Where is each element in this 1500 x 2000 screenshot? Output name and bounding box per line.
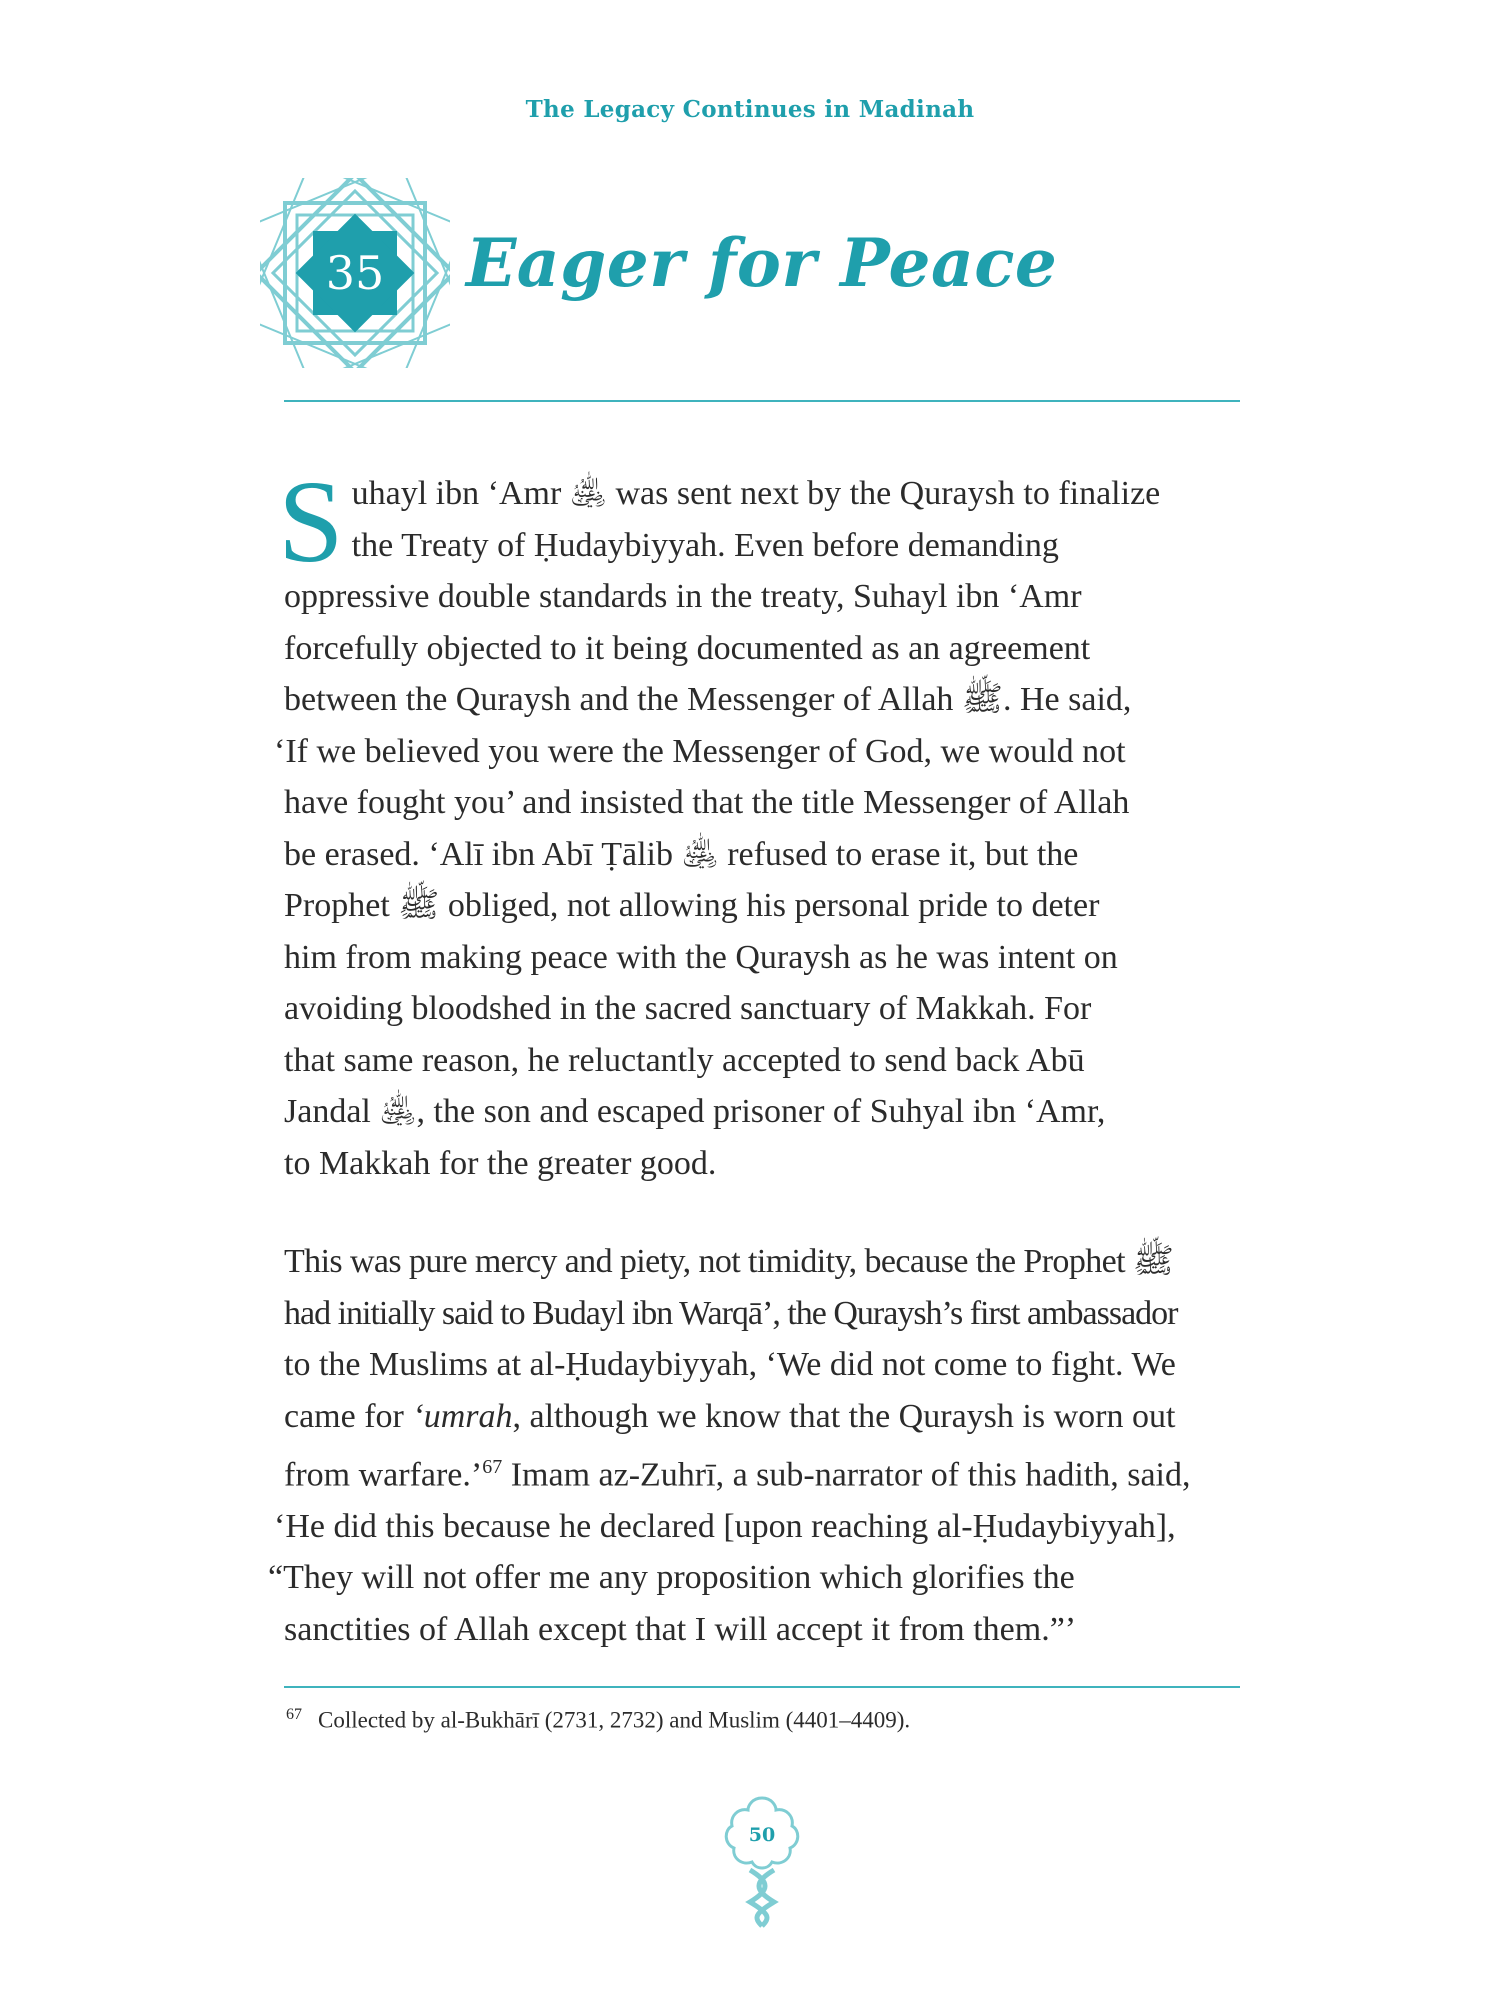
text-line: Prophet ﷺ obliged, not allowing his personal pride to deter — [284, 887, 1100, 924]
paragraph-1 — [274, 456, 1254, 1189]
text-segment: Imam az-Zuhrī, a sub-narrator of this hadith, said, — [502, 1456, 1191, 1494]
text-line: Jandal ﵁, the son and escaped prisoner of Suhyal ibn ‘Amr, — [284, 1093, 1106, 1130]
cloud-braid-ornament-icon — [720, 1790, 804, 1930]
text-line: This was pure mercy and piety, not timidity, because the Prophet ﷺ — [284, 1243, 1174, 1280]
text-line: uhayl ibn ‘Amr ﵁ was sent next by the Quraysh to finalize — [351, 475, 1161, 512]
text-line — [284, 1442, 1254, 1501]
italic-term: ‘umrah — [412, 1397, 513, 1435]
page-number: 50 — [748, 1824, 776, 1846]
footnote-divider — [284, 1686, 1240, 1688]
text-line: to the Muslims at al-Ḥudaybiyyah, ‘We did not come to fight. We — [284, 1346, 1176, 1383]
text-segment: from warfare.’ — [284, 1456, 483, 1494]
paragraph-2 — [268, 1236, 1254, 1655]
text-line: sanctities of Allah except that I will accept it from them.”’ — [284, 1610, 1077, 1648]
text-segment: , although we know that the Quraysh is worn out — [512, 1397, 1176, 1435]
text-line: “They will not offer me any proposition which glorifies the — [268, 1559, 1075, 1597]
chapter-title: Eager for Peace — [466, 224, 1058, 302]
text-line: have fought you’ and insisted that the title Messenger of Allah — [284, 784, 1130, 821]
text-line: between the Quraysh and the Messenger of Allah ﷺ. He said, — [284, 681, 1132, 718]
text-line: ‘If we believed you were the Messenger of God, we would not — [274, 732, 1126, 770]
text-line: had initially said to Budayl ibn Warqā’, the Quraysh’s first ambassador — [284, 1294, 1178, 1332]
text-line: ‘He did this because he declared [upon reaching al-Ḥudaybiyyah], — [274, 1507, 1176, 1545]
text-line: oppressive double standards in the treaty, Suhayl ibn ‘Amr — [284, 578, 1082, 615]
chapter-badge — [260, 178, 450, 368]
running-title: The Legacy Continues in Madinah — [525, 96, 975, 123]
chapter-number: 35 — [325, 246, 385, 300]
text-segment: came for — [284, 1397, 413, 1435]
footnote-reference[interactable]: 67 — [482, 1456, 503, 1478]
text-line: forcefully objected to it being documented as an agreement — [284, 629, 1091, 667]
text-line: to Makkah for the greater good. — [284, 1144, 717, 1182]
text-line: be erased. ‘Alī ibn Abī Ṭālib ﵁ refused to erase it, but the — [284, 835, 1079, 873]
text-line: that same reason, he reluctantly accepted to send back Abū — [284, 1041, 1085, 1079]
text-line — [284, 1391, 1254, 1443]
footnote — [286, 1706, 1236, 1734]
text-line: avoiding bloodshed in the sacred sanctuary of Makkah. For — [284, 990, 1092, 1027]
page-folio — [720, 1790, 804, 1930]
drop-cap: S — [278, 456, 344, 587]
footnote-number: 67 — [286, 1706, 302, 1723]
text-line: the Treaty of Ḥudaybiyyah. Even before demanding — [351, 526, 1059, 564]
text-line: him from making peace with the Quraysh as he was intent on — [284, 938, 1118, 976]
footnote-text: Collected by al-Bukhārī (2731, 2732) and Muslim (4401–4409). — [318, 1707, 911, 1733]
title-divider — [284, 400, 1240, 402]
